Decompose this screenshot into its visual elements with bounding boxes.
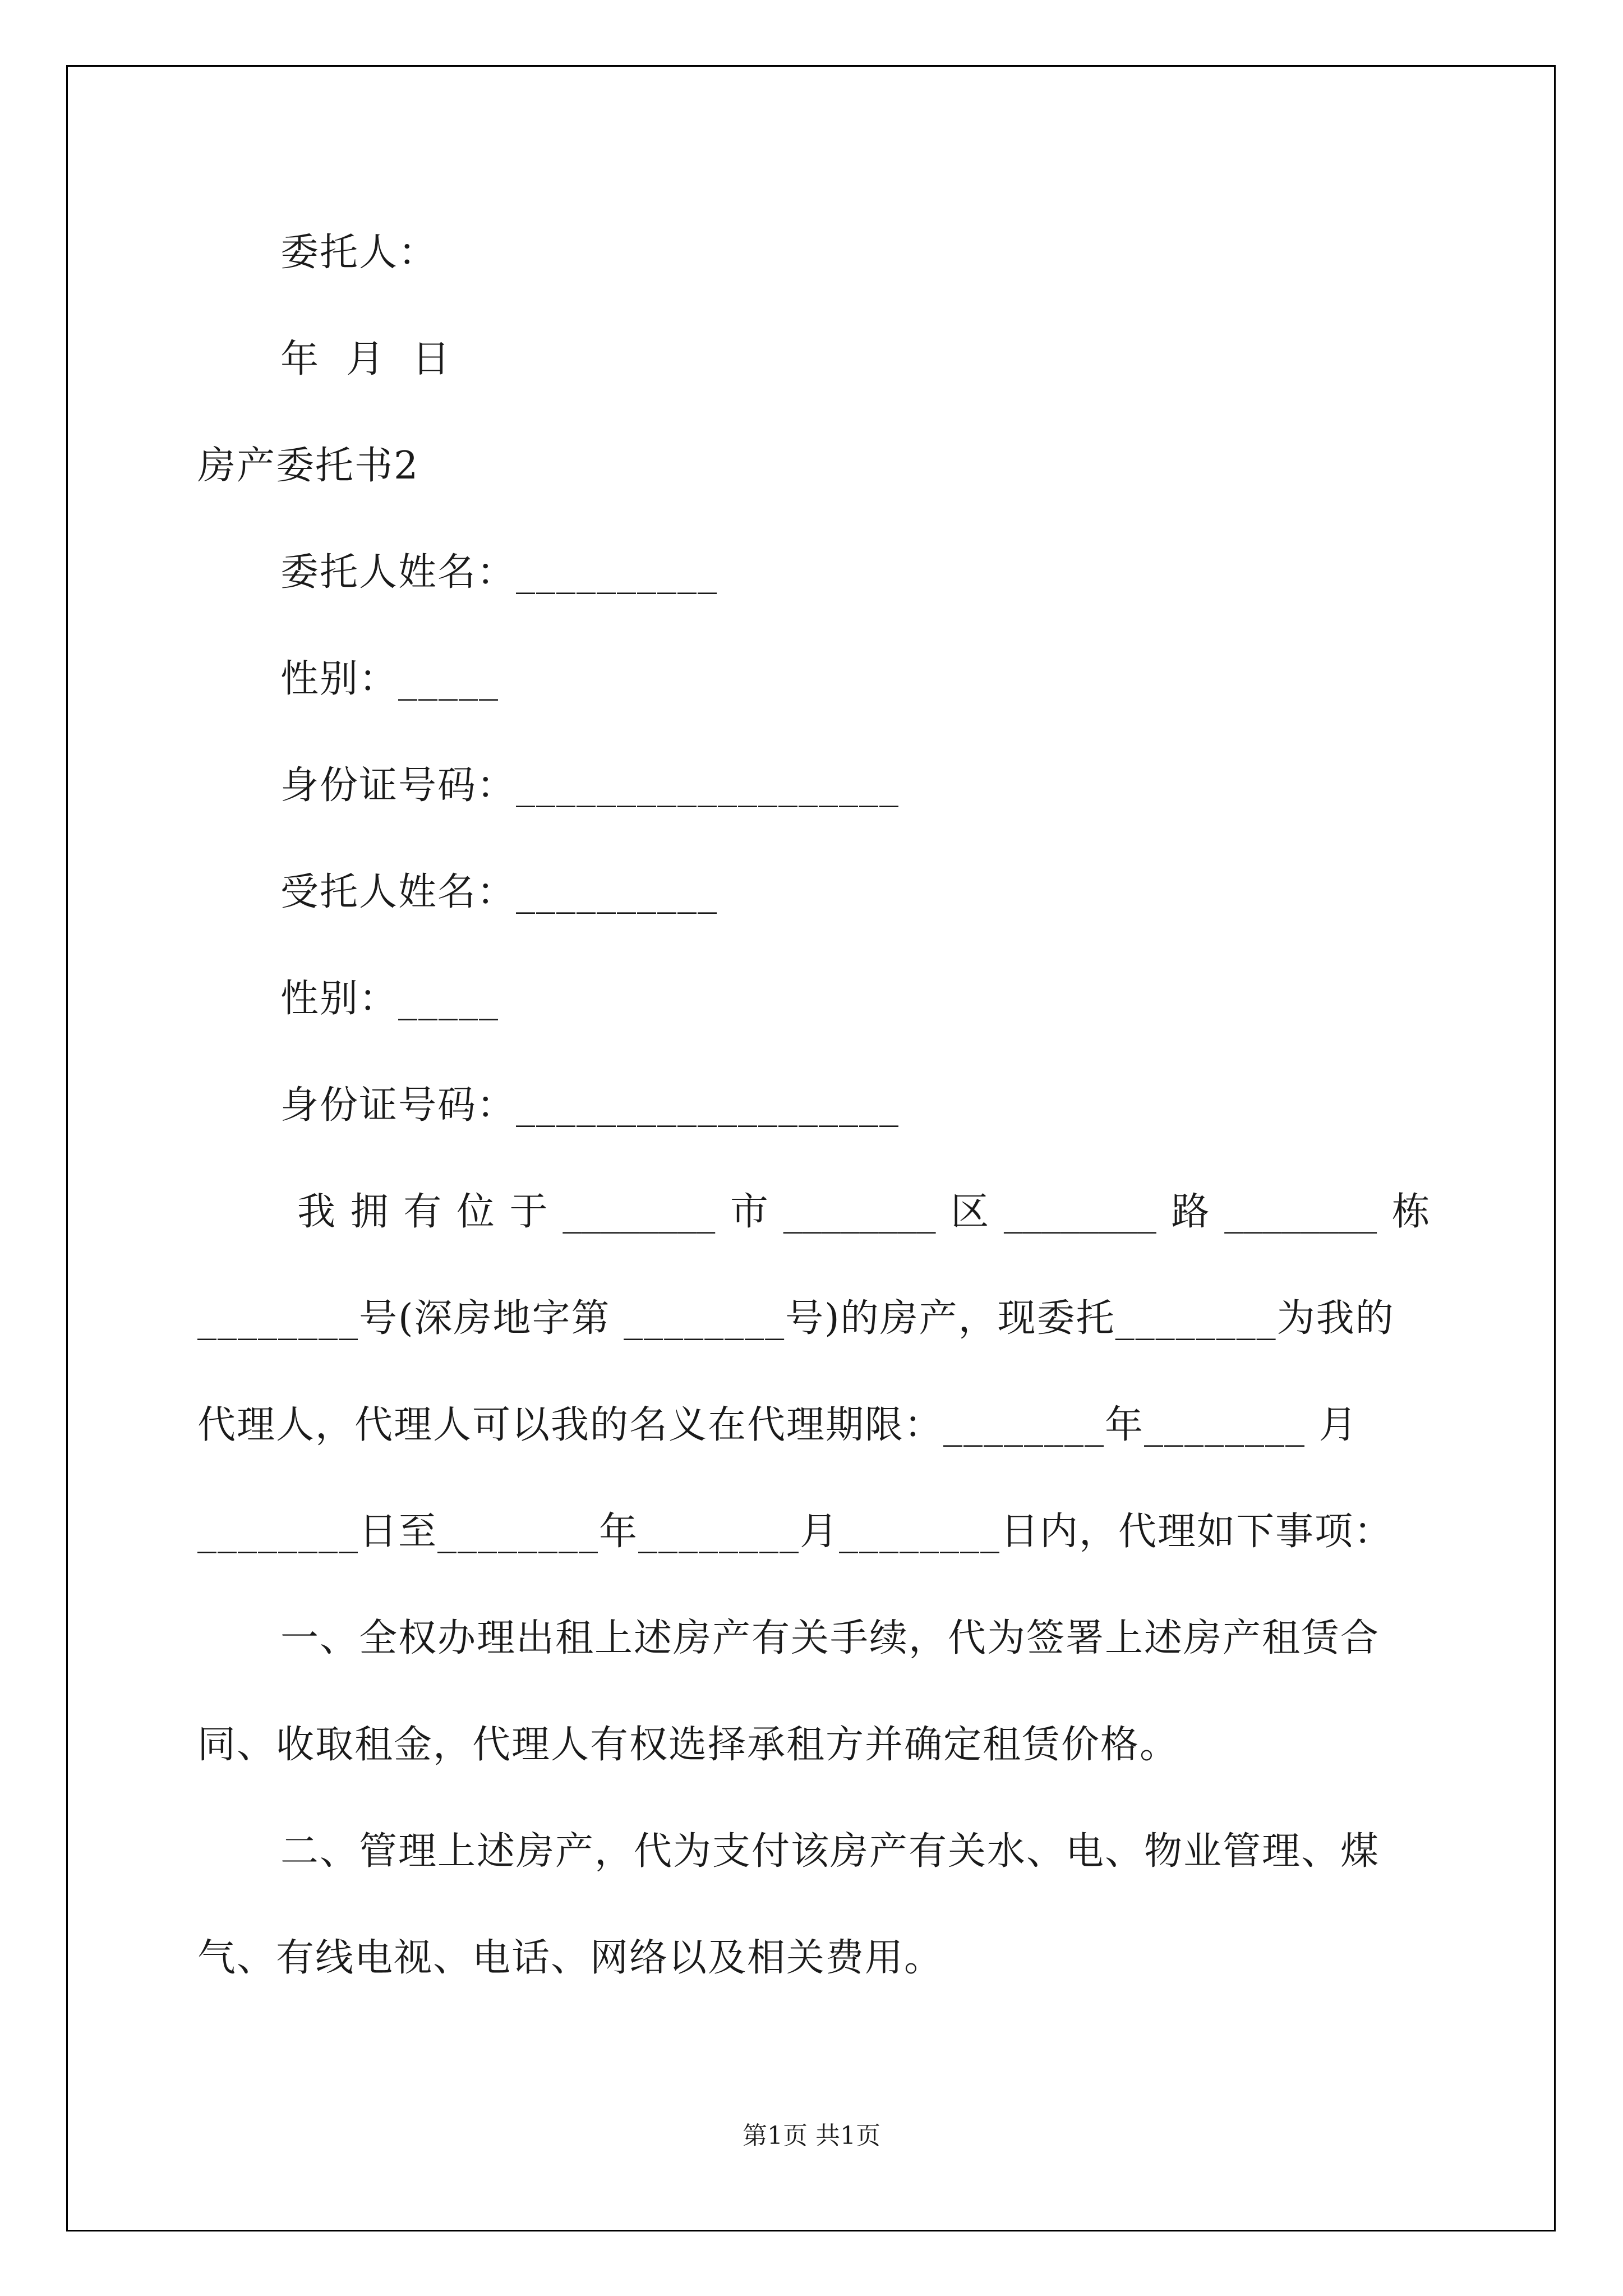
item-one-line-1: 一、全权办理出租上述房产有关手续，代为签署上述房产租赁合 — [280, 1616, 1380, 1660]
date-line: 年 月 日 — [280, 337, 451, 381]
trustee-id-field: 身份证号码：___________________ — [280, 1083, 900, 1128]
text-segment: 拥 — [350, 1190, 389, 1234]
page-border — [66, 65, 1556, 2231]
trustee-gender-field: 性别：_____ — [280, 977, 500, 1021]
section-title: 房产委托书2 — [197, 444, 419, 488]
item-two-line-2: 气、有线电视、电话、网络以及相关费用。 — [197, 1936, 944, 1980]
item-one-line-2: 同、收取租金，代理人有权选择承租方并确定租赁价格。 — [197, 1723, 1179, 1767]
page-footer: 第1页 共1页 — [743, 2122, 880, 2150]
property-paragraph-line-3: 代理人，代理人可以我的名义在代理期限：________年________ 月 — [197, 1403, 1358, 1447]
property-paragraph-line-1 — [297, 1187, 1430, 1237]
property-paragraph-line-2: ________号(深房地字第 ________号)的房产，现委托________为我的 — [197, 1296, 1395, 1341]
blank-district: ________ — [783, 1190, 936, 1234]
blank-building: ________ — [1224, 1190, 1377, 1234]
blank-road: ________ — [1003, 1190, 1156, 1234]
text-segment: 路 — [1171, 1190, 1210, 1234]
text-segment: 于 — [509, 1190, 548, 1234]
delegator-gender-field: 性别：_____ — [280, 657, 500, 701]
text-segment: 区 — [951, 1190, 989, 1234]
text-segment: 我 — [297, 1190, 336, 1234]
text-segment: 有 — [403, 1190, 442, 1234]
text-segment: 市 — [730, 1190, 768, 1234]
property-paragraph-line-4: ________日至________年________月________日内，代理如下事项： — [197, 1510, 1394, 1554]
text-segment: 位 — [456, 1190, 495, 1234]
delegator-name-field: 委托人姓名：__________ — [280, 550, 718, 595]
item-two-line-1: 二、管理上述房产，代为支付该房产有关水、电、物业管理、煤 — [280, 1829, 1380, 1874]
delegator-signature-label: 委托人： — [280, 231, 438, 275]
trustee-name-field: 受托人姓名：__________ — [280, 870, 718, 914]
text-segment: 栋 — [1391, 1190, 1430, 1234]
blank-city: ________ — [562, 1190, 716, 1234]
delegator-id-field: 身份证号码：___________________ — [280, 763, 900, 808]
